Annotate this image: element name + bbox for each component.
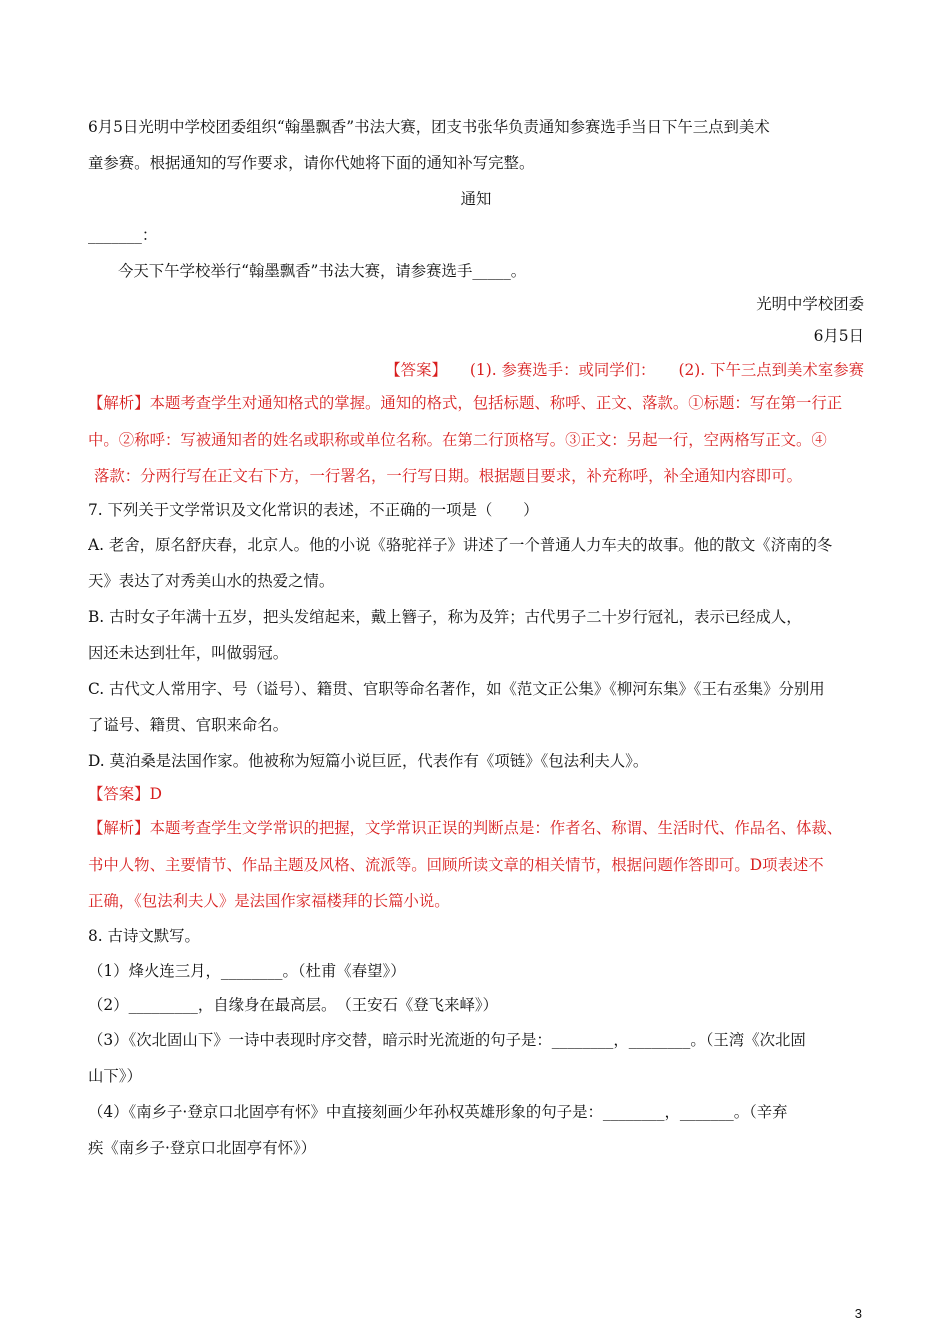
question-7-option-d: D. 莫泊桑是法国作家。他被称为短篇小说巨匠，代表作有《项链》《包法利夫人》。 xyxy=(88,752,649,770)
question-7-stem: 7. 下列关于文学常识及文化常识的表述，不正确的一项是（ ） xyxy=(88,501,539,519)
question-8-stem: 8. 古诗文默写。 xyxy=(88,927,200,945)
page-number: 3 xyxy=(854,1306,862,1321)
notice-body: 今天下午学校举行“翰墨飘香”书法大赛，请参赛选手_____。 xyxy=(118,262,527,280)
analysis-7-line-3: 正确，《包法利夫人》是法国作家福楼拜的长篇小说。 xyxy=(88,892,450,910)
question-7-option-a-line-2: 天》表达了对秀美山水的热爱之情。 xyxy=(88,572,335,590)
question-7-option-a-line-1: A. 老舍，原名舒庆春，北京人。他的小说《骆驼祥子》讲述了一个普通人力车夫的故事。他的散文《济南的冬 xyxy=(88,536,833,554)
question-8-item-3-line-2: 山下》） xyxy=(88,1067,142,1085)
question-8-item-2: （2）_________，自缘身在最高层。 （王安石《登飞来峄》） xyxy=(88,996,498,1014)
question-8-item-4-line-1: （4）《南乡子·登京口北固亭有怀》中直接刻画少年孙权英雄形象的句子是：________，_______。（辛弃 xyxy=(88,1103,788,1121)
question-7-option-c-line-2: 了谥号、籍贯、官职来命名。 xyxy=(88,716,289,734)
question-8-item-1: （1）烽火连三月，________。（杜甫《春望》） xyxy=(88,962,406,980)
question-6-stem-line-2: 童参赛。根据通知的写作要求，请你代她将下面的通知补写完整。 xyxy=(88,154,535,172)
question-7-option-c-line-1: C. 古代文人常用字、号（谥号）、籍贯、官职等命名著作，如《范文正公集》《柳河东集》《王右丞集》分别用 xyxy=(88,680,825,698)
notice-date: 6月5日 xyxy=(813,327,864,345)
analysis-7-line-1: 【解析】本题考查学生文学常识的把握，文学常识正误的判断点是：作者名、称谓、生活时代、作品名、体裁、 xyxy=(88,819,843,837)
analysis-6-line-2: 中。②称呼：写被通知者的姓名或职称或单位名称。在第二行顶格写。③正文：另起一行，空两格写正文。④ xyxy=(88,431,827,449)
question-6-stem-line-1: 6月5日光明中学校团委组织“翰墨飘香”书法大赛，团支书张华负责通知参赛选手当日下午三点到美术 xyxy=(88,118,770,136)
analysis-6-line-3: 落款：分两行写在正文右下方，一行署名，一行写日期。根据题目要求，补充称呼，补全通知内容即可。 xyxy=(94,467,802,485)
analysis-6-line-1: 【解析】本题考查学生对通知格式的掌握。通知的格式，包括标题、称呼、正文、落款。①标题：写在第一行正 xyxy=(88,394,843,412)
question-8-item-3-line-1: （3）《次北固山下》一诗中表现时序交替，暗示时光流逝的句子是：________，________。（王湾《次北固 xyxy=(88,1031,806,1049)
notice-salutation-blank: _______： xyxy=(88,226,158,244)
question-7-option-b-line-1: B. 古时女子年满十五岁，把头发绾起来，戴上簪子，称为及笄；古代男子二十岁行冠礼，表示已经成人， xyxy=(88,608,802,626)
analysis-7-line-2: 书中人物、主要情节、作品主题及风格、流派等。回顾所读文章的相关情节，根据问题作答即可。D项表述不 xyxy=(88,856,824,874)
question-7-option-b-line-2: 因还未达到壮年，叫做弱冠。 xyxy=(88,644,289,662)
answer-6: 【答案】 (1). 参赛选手：或同学们： (2). 下午三点到美术室参赛 xyxy=(385,361,864,379)
answer-7: 【答案】D xyxy=(88,785,162,803)
notice-title: 通知 xyxy=(460,190,492,208)
notice-signature: 光明中学校团委 xyxy=(756,295,864,313)
question-8-item-4-line-2: 疾《南乡子·登京口北固亭有怀》） xyxy=(88,1139,317,1157)
